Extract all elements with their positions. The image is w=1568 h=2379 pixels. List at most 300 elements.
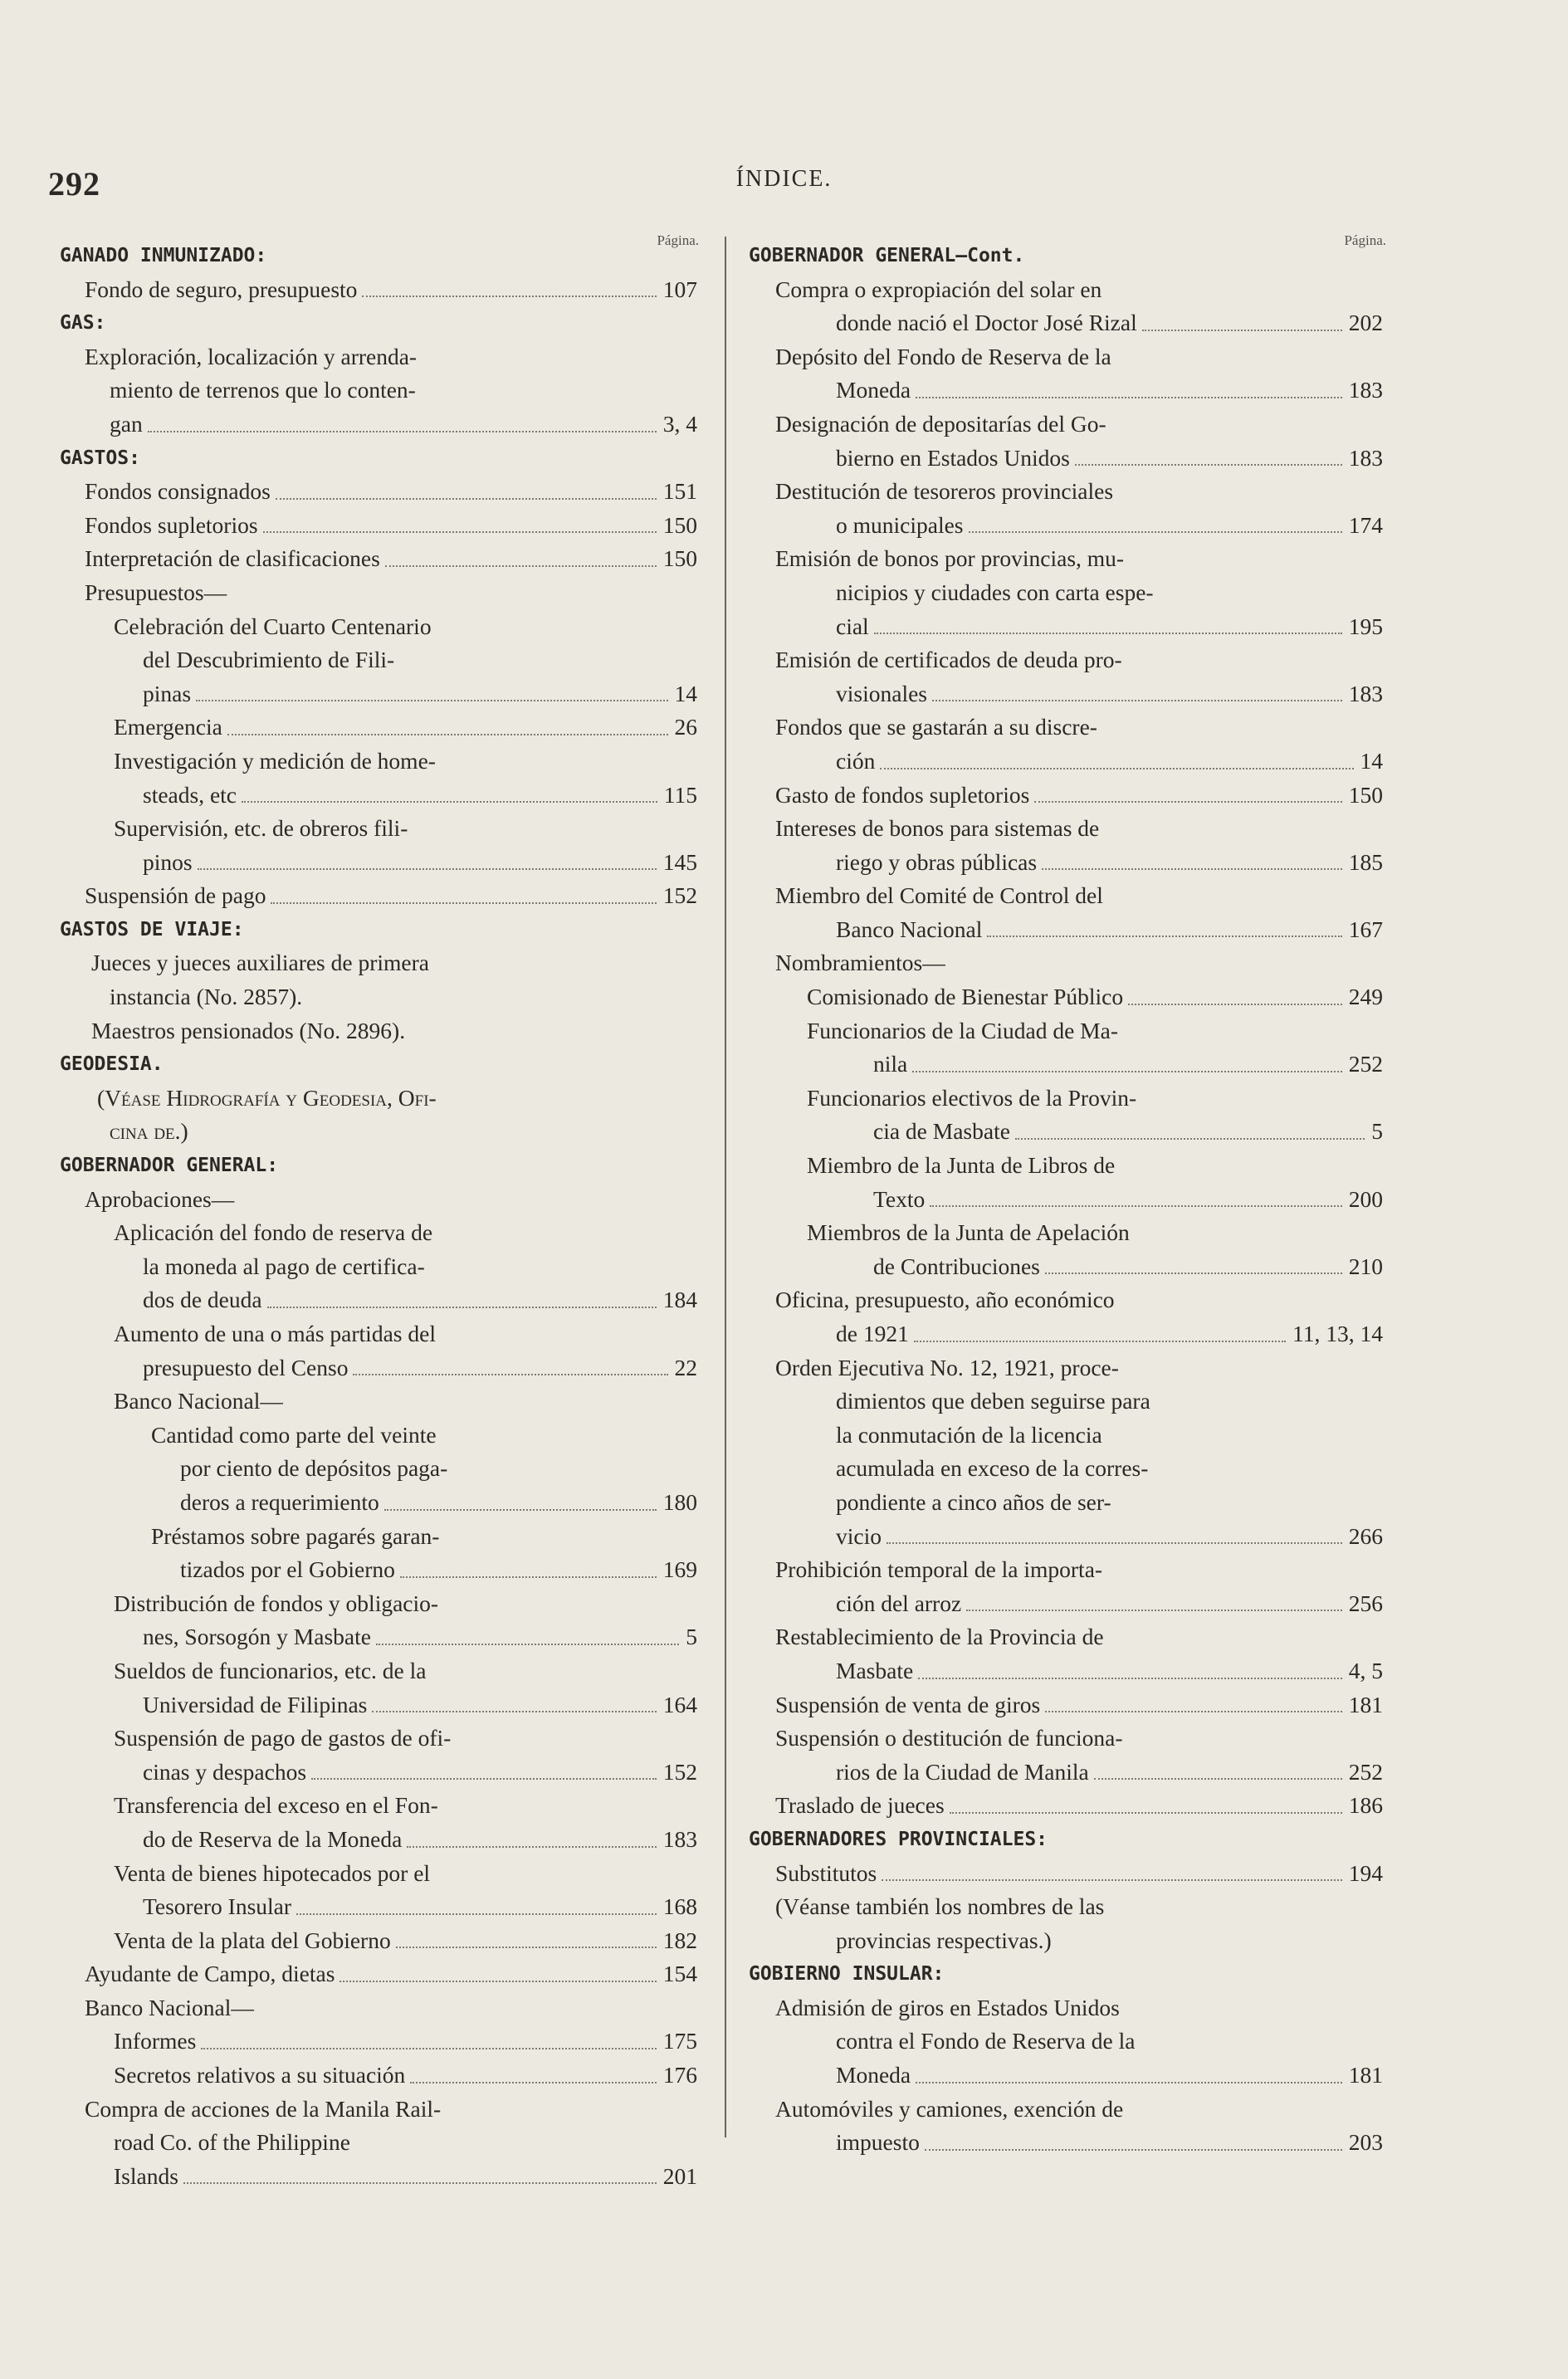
dot-leader (227, 734, 668, 735)
index-entry-line (749, 542, 1380, 576)
entry-text: (Véase Hidrografía y Geodesia, Ofi- (97, 1084, 437, 1111)
index-entry-line (749, 1857, 1383, 1891)
entry-text: GOBERNADOR GENERAL: (60, 1155, 279, 1177)
entry-text: nes, Sorsogón y Masbate (143, 1624, 371, 1650)
entry-text: Venta de bienes hipotecados por el (114, 1859, 431, 1886)
page-ref: 203 (1348, 2129, 1383, 2156)
index-entry-line (749, 475, 1380, 509)
index-heading (60, 239, 697, 273)
index-entry-line (60, 879, 697, 913)
entry-text: Interpretación de clasificaciones (85, 545, 380, 572)
page-ref: 11, 13, 14 (1292, 1321, 1383, 1346)
index-entry-line (749, 1587, 1383, 1621)
page-ref: 256 (1348, 1590, 1383, 1616)
index-entry-line (749, 812, 1380, 846)
entry-text: GANADO INMUNIZADO: (60, 245, 267, 266)
entry-text: cinas y despachos (143, 1758, 307, 1785)
index-entry-line (749, 576, 1380, 610)
page-ref: 174 (1348, 511, 1383, 538)
entry-text: steads, etc (143, 781, 237, 808)
entry-text: Texto (873, 1185, 926, 1212)
index-entry-line (749, 643, 1380, 677)
page-ref: 181 (1348, 1691, 1383, 1717)
dot-leader (148, 431, 657, 432)
dot-leader (384, 1509, 657, 1511)
entry-text: donde nació el Doctor José Rizal (836, 310, 1137, 336)
entry-text: Compra de acciones de la Manila Rail- (85, 2095, 442, 2122)
index-entry-line (749, 1789, 1383, 1823)
pagina-label: Página. (657, 232, 699, 248)
dot-leader (400, 1576, 657, 1578)
index-entry-line (60, 1283, 697, 1317)
page-ref: 195 (1348, 613, 1383, 639)
index-entry-line (749, 879, 1380, 913)
index-entry-line (749, 1452, 1380, 1486)
index-entry-line (60, 408, 697, 442)
entry-text: Sueldos de funcionarios, etc. de la (114, 1657, 427, 1683)
entry-text: Ayudante de Campo, dietas (85, 1961, 335, 1987)
index-entry-line (60, 1520, 697, 1554)
page-ref: 22 (674, 1354, 697, 1380)
index-entry-line (60, 1924, 697, 1958)
entry-text: Exploración, localización y arrenda- (85, 343, 418, 369)
dot-leader (198, 868, 657, 870)
dot-leader (1015, 1138, 1365, 1140)
entry-text: Emergencia (114, 714, 222, 740)
index-entry-line (60, 1216, 697, 1250)
dot-leader (916, 2082, 1342, 2083)
entry-text: Orden Ejecutiva No. 12, 1921, proce- (775, 1354, 1119, 1380)
page-number: 292 (48, 165, 100, 203)
index-entry-line (749, 1283, 1380, 1317)
entry-text: Fondos consignados (85, 478, 271, 505)
dot-leader (1042, 868, 1342, 870)
index-entry-line (749, 1924, 1380, 1958)
entry-text: Automóviles y camiones, exención de (775, 2095, 1124, 2122)
index-entry-line (60, 711, 697, 745)
index-entry-line (749, 374, 1383, 408)
entry-text: GASTOS DE VIAJE: (60, 918, 244, 940)
index-entry-line (749, 946, 1380, 980)
index-entry-line (749, 1149, 1380, 1183)
index-entry-line (749, 1620, 1380, 1654)
dot-leader (874, 633, 1342, 634)
entry-text: rios de la Ciudad de Manila (836, 1758, 1089, 1785)
index-entry-line (60, 2093, 697, 2127)
index-entry-line (60, 1014, 697, 1048)
entry-text: (Véanse también los nombres de las (775, 1893, 1105, 1920)
index-entry-line (749, 1082, 1380, 1116)
index-entry-line (60, 1419, 697, 1453)
page-ref: 252 (1348, 1051, 1383, 1077)
entry-text: dimientos que deben seguirse para (836, 1388, 1150, 1414)
entry-text: Distribución de fondos y obligacio- (114, 1590, 439, 1616)
index-entry-line (749, 677, 1383, 711)
entry-text: Fondos que se gastarán a su discre- (775, 714, 1097, 740)
index-entry-line (60, 1688, 697, 1722)
page-ref: 14 (1360, 747, 1383, 774)
dot-leader (353, 1374, 668, 1375)
page-ref: 183 (1348, 680, 1383, 706)
page-ref: 181 (1348, 2062, 1383, 2088)
dot-leader (271, 902, 657, 904)
entry-text: Restablecimiento de la Provincia de (775, 1624, 1104, 1650)
entry-text: Destitución de tesoreros provinciales (775, 478, 1114, 505)
entry-text: provincias respectivas.) (836, 1927, 1052, 1953)
index-entry-line (60, 1553, 697, 1587)
entry-text: Aplicación del fondo de reserva de (114, 1219, 433, 1246)
dot-leader (263, 531, 657, 533)
entry-text: Funcionarios de la Ciudad de Ma- (807, 1017, 1118, 1043)
index-entry-line (749, 1654, 1383, 1688)
index-entry-line (749, 1688, 1383, 1722)
index-heading (60, 306, 697, 340)
entry-text: Designación de depositarías del Go- (775, 410, 1106, 437)
page-ref: 5 (1371, 1118, 1383, 1145)
index-entry-line (60, 610, 697, 644)
entry-text: de 1921 (836, 1321, 909, 1346)
page-ref: 145 (662, 848, 697, 875)
entry-text: GOBERNADORES PROVINCIALES: (749, 1828, 1048, 1850)
dot-leader (196, 700, 668, 701)
dot-leader (918, 1678, 1342, 1679)
page-ref: 186 (1348, 1792, 1383, 1819)
page-ref: 167 (1348, 916, 1383, 942)
entry-text: contra el Fondo de Reserva de la (836, 2028, 1136, 2054)
entry-text: riego y obras públicas (836, 848, 1038, 875)
index-entry-line (749, 509, 1383, 543)
page-ref: 200 (1348, 1185, 1383, 1212)
dot-leader (201, 2048, 657, 2049)
index-entry-line (60, 2160, 697, 2194)
entry-text: GEODESIA. (60, 1053, 164, 1076)
dot-leader (311, 1778, 657, 1780)
index-entry-line (749, 273, 1380, 307)
index-entry-line (60, 2126, 697, 2160)
entry-text: Moneda (836, 2062, 911, 2088)
entry-text: GOBERNADOR GENERAL—Cont. (749, 245, 1025, 266)
entry-text: Miembro de la Junta de Libros de (807, 1152, 1116, 1179)
index-entry-line (749, 1991, 1380, 2025)
index-entry-line (60, 1620, 697, 1654)
index-entry-line (749, 1250, 1383, 1284)
index-entry-line (749, 2126, 1383, 2160)
entry-text: deros a requerimiento (180, 1488, 379, 1515)
index-entry-line (749, 846, 1383, 880)
left-column (60, 232, 699, 2193)
dot-leader (887, 1542, 1342, 1544)
index-entry-line (60, 374, 697, 408)
entry-text: Transferencia del exceso en el Fon- (114, 1792, 438, 1819)
index-entry-line (749, 2059, 1383, 2093)
index-entry-line (60, 745, 697, 779)
index-entry-line (749, 980, 1383, 1014)
entry-text: Comisionado de Bienestar Público (807, 984, 1124, 1010)
page-ref: 210 (1348, 1253, 1383, 1279)
dot-leader (882, 1879, 1342, 1881)
entry-text: impuesto (836, 2129, 920, 2156)
dot-leader (267, 1307, 657, 1308)
index-entry-line (749, 1183, 1383, 1217)
right-column (749, 232, 1386, 2160)
page-ref: 184 (662, 1287, 697, 1313)
page-ref: 14 (674, 680, 697, 706)
index-entry-line (60, 1351, 697, 1385)
index-entry-line (749, 1115, 1383, 1149)
dot-leader (372, 1711, 657, 1712)
dot-leader (242, 801, 657, 803)
entry-text: Nombramientos— (775, 950, 945, 976)
entry-text: gan (110, 410, 143, 437)
index-entry-line (749, 913, 1383, 947)
entry-text: Traslado de jueces (775, 1792, 945, 1819)
entry-text: tizados por el Gobierno (180, 1556, 395, 1583)
dot-leader (932, 700, 1342, 701)
entry-text: Emisión de certificados de deuda pro- (775, 647, 1122, 673)
dot-leader (183, 2182, 657, 2184)
page-ref: 164 (662, 1691, 697, 1717)
index-entry-line (749, 1048, 1383, 1082)
entry-text: por ciento de depósitos paga- (180, 1455, 448, 1482)
index-entry-line (749, 610, 1383, 644)
index-entry-line (749, 1890, 1380, 1924)
index-entry-line (60, 1183, 697, 1217)
index-entry-line (60, 1991, 697, 2025)
dot-leader (916, 397, 1342, 398)
entry-text: ción (836, 747, 876, 774)
dot-leader (339, 1981, 657, 1982)
index-entry-line (749, 1216, 1380, 1250)
entry-text: miento de terrenos que lo conten- (110, 377, 416, 403)
entry-text: Informes (114, 2028, 197, 2054)
index-entry-line (60, 2025, 697, 2059)
index-entry-line (60, 1654, 697, 1688)
entry-text: o municipales (836, 511, 964, 538)
index-entry-line (749, 1722, 1380, 1756)
page-ref: 154 (662, 1961, 697, 1987)
entry-text: GOBIERNO INSULAR: (749, 1963, 945, 1986)
index-heading (60, 1048, 697, 1082)
entry-text: Moneda (836, 377, 911, 403)
index-entry-line (749, 2093, 1380, 2127)
page-ref: 168 (662, 1893, 697, 1920)
entry-text: do de Reserva de la Moneda (143, 1825, 403, 1852)
entry-text: Banco Nacional (836, 916, 983, 942)
dot-leader (362, 296, 657, 297)
entry-text: Oficina, presupuesto, año económico (775, 1287, 1115, 1313)
page-ref: 182 (662, 1927, 697, 1953)
entry-text: Suspensión de pago (85, 882, 266, 909)
dot-leader (1128, 1004, 1342, 1005)
index-entry-line (749, 340, 1380, 374)
pagina-label: Página. (1344, 232, 1386, 248)
page-ref: 151 (662, 478, 697, 505)
entry-text: Celebración del Cuarto Centenario (114, 613, 432, 639)
page-ref: 150 (1348, 781, 1383, 808)
index-entry-line (60, 812, 697, 846)
index-entry-line (60, 2059, 697, 2093)
dot-leader (407, 1846, 657, 1848)
entry-text: Secretos relativos a su situación (114, 2062, 406, 2088)
dot-leader (1034, 801, 1342, 803)
index-entry-line (749, 1351, 1380, 1385)
entry-text: nila (873, 1051, 908, 1077)
index-entry-line (60, 1317, 697, 1351)
page-ref: 202 (1348, 310, 1383, 336)
entry-text: Maestros pensionados (No. 2896). (91, 1017, 406, 1043)
entry-text: road Co. of the Philippine (114, 2129, 350, 2156)
entry-text: Gasto de fondos supletorios (775, 781, 1030, 808)
page-ref: 249 (1348, 984, 1383, 1010)
index-entry-line (60, 846, 697, 880)
dot-leader (296, 1913, 657, 1915)
index-entry-line (749, 779, 1383, 813)
index-entry-line (60, 1890, 697, 1924)
page-ref: 266 (1348, 1522, 1383, 1549)
index-heading (749, 1957, 1380, 1991)
dot-leader (410, 2082, 657, 2083)
index-entry-line (749, 1756, 1383, 1790)
page-ref: 201 (662, 2162, 697, 2189)
index-heading (749, 239, 1380, 273)
page-ref: 5 (686, 1624, 697, 1650)
dot-leader (987, 935, 1342, 937)
page-ref: 176 (662, 2062, 697, 2088)
entry-text: Depósito del Fondo de Reserva de la (775, 343, 1111, 369)
entry-text: cina de.) (110, 1118, 188, 1145)
index-entry-line (60, 1823, 697, 1857)
page-ref: 183 (1348, 444, 1383, 471)
index-entry-line (60, 1756, 697, 1790)
dot-leader (1142, 330, 1342, 331)
index-entry-line (749, 1486, 1380, 1520)
index-entry-line (60, 1115, 697, 1149)
entry-text: pinos (143, 848, 193, 875)
index-entry-line (749, 1419, 1380, 1453)
dot-leader (1045, 1273, 1342, 1274)
index-entry-line (60, 576, 697, 610)
entry-text: Banco Nacional— (85, 1994, 254, 2020)
entry-text: del Descubrimiento de Fili- (143, 647, 395, 673)
dot-leader (396, 1947, 657, 1948)
entry-text: Suspensión de pago de gastos de ofi- (114, 1725, 452, 1751)
index-entry-line (60, 1082, 697, 1116)
page-ref: 150 (662, 545, 697, 572)
entry-text: Universidad de Filipinas (143, 1691, 368, 1717)
index-entry-line (749, 1317, 1383, 1351)
index-entry-line (60, 1722, 697, 1756)
index-entry-line (60, 779, 697, 813)
entry-text: Admisión de giros en Estados Unidos (775, 1994, 1120, 2020)
entry-text: GASTOS: (60, 447, 140, 469)
entry-text: presupuesto del Censo (143, 1354, 349, 1380)
entry-text: pondiente a cinco años de ser- (836, 1488, 1111, 1515)
entry-text: Jueces y jueces auxiliares de primera (91, 950, 429, 976)
entry-text: cia de Masbate (873, 1118, 1010, 1145)
page-ref: 150 (662, 511, 697, 538)
entry-text: Substitutos (775, 1859, 877, 1886)
running-head: ÍNDICE. (735, 166, 833, 192)
entry-text: Cantidad como parte del veinte (151, 1421, 437, 1448)
index-heading (60, 442, 697, 476)
page-ref: 180 (662, 1488, 697, 1515)
index-entry-line (749, 1385, 1380, 1419)
page-ref: 252 (1348, 1758, 1383, 1785)
page-ref: 183 (662, 1825, 697, 1852)
index-entry-line (60, 1250, 697, 1284)
entry-text: acumulada en exceso de la corres- (836, 1455, 1149, 1482)
entry-text: bierno en Estados Unidos (836, 444, 1070, 471)
page-ref: 169 (662, 1556, 697, 1583)
index-entry-line (60, 1385, 697, 1419)
index-entry-line (60, 1857, 697, 1891)
dot-leader (385, 565, 657, 567)
index-entry-line (749, 306, 1383, 340)
entry-text: Emisión de bonos por provincias, mu- (775, 545, 1125, 572)
page-ref: 183 (1348, 377, 1383, 403)
index-entry-line (60, 643, 697, 677)
page-ref: 3, 4 (662, 410, 697, 437)
page-ref: 26 (674, 714, 697, 740)
entry-text: Suspensión o destitución de funciona- (775, 1725, 1123, 1751)
index-entry-line (60, 677, 697, 711)
entry-text: Investigación y medición de home- (114, 747, 436, 774)
index-entry-line (749, 711, 1380, 745)
entry-text: Aumento de una o más partidas del (114, 1321, 436, 1346)
entry-text: Tesorero Insular (143, 1893, 292, 1920)
index-entry-line (60, 475, 697, 509)
index-heading (60, 913, 697, 947)
dot-leader (1075, 464, 1342, 466)
page-ref: 152 (662, 882, 697, 909)
entry-text: pinas (143, 680, 192, 706)
entry-text: Miembro del Comité de Control del (775, 882, 1103, 909)
index-entry-line (749, 1014, 1380, 1048)
page-ref: 194 (1348, 1859, 1383, 1886)
dot-leader (925, 2149, 1342, 2151)
entry-text: vicio (836, 1522, 882, 1549)
dot-leader (950, 1812, 1342, 1814)
index-heading (749, 1823, 1380, 1857)
dot-leader (1094, 1778, 1342, 1780)
index-entry-line (749, 1553, 1380, 1587)
entry-text: Préstamos sobre pagarés garan- (151, 1522, 440, 1549)
index-entry-line (60, 1587, 697, 1621)
page-ref: 152 (662, 1758, 697, 1785)
entry-text: Compra o expropiación del solar en (775, 276, 1102, 302)
entry-text: instancia (No. 2857). (110, 984, 303, 1010)
entry-text: Presupuestos— (85, 579, 227, 605)
index-entry-line (60, 340, 697, 374)
entry-text: Miembros de la Junta de Apelación (807, 1219, 1130, 1246)
dot-leader (969, 531, 1342, 533)
entry-text: Supervisión, etc. de obreros fili- (114, 815, 408, 842)
index-entry-line (60, 1452, 697, 1486)
dot-leader (914, 1341, 1286, 1342)
entry-text: visionales (836, 680, 927, 706)
index-entry-line (749, 745, 1383, 779)
entry-text: Fondos supletorios (85, 511, 258, 538)
index-entry-line (749, 1520, 1383, 1554)
index-entry-line (60, 946, 697, 980)
entry-text: ción del arroz (836, 1590, 962, 1616)
page-ref: 185 (1348, 848, 1383, 875)
entry-text: Masbate (836, 1657, 914, 1683)
entry-text: Funcionarios electivos de la Provin- (807, 1084, 1137, 1111)
entry-text: la moneda al pago de certifica- (143, 1253, 425, 1279)
dot-leader (376, 1644, 679, 1645)
dot-leader (1045, 1711, 1342, 1712)
